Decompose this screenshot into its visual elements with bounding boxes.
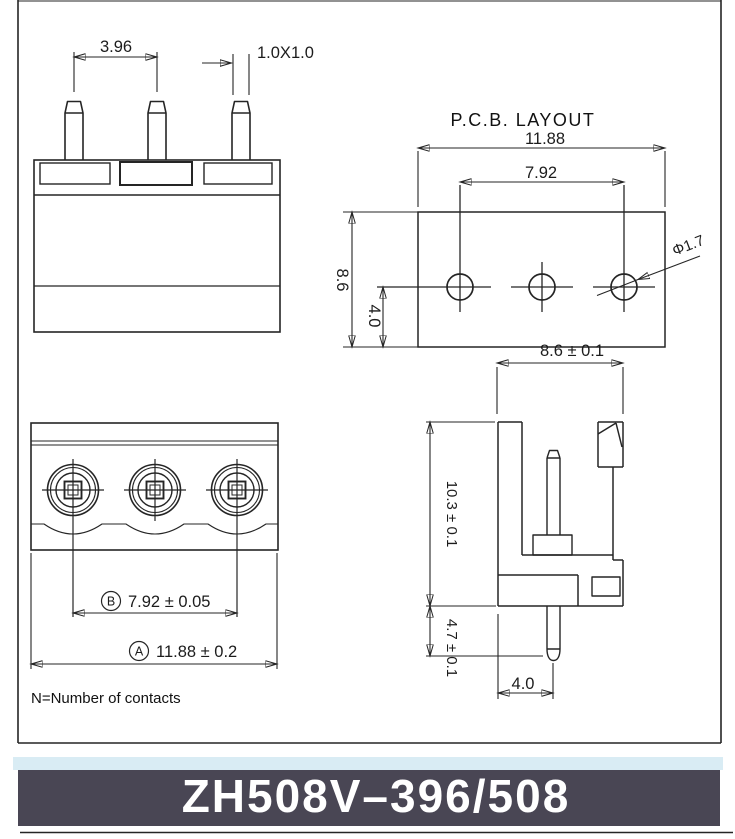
- dim-pin-size: [202, 54, 249, 95]
- model-number: ZH508V–396/508: [181, 770, 571, 822]
- dim-hole-dia-label: Φ1.7: [670, 231, 707, 260]
- pcb-layout-title: P.C.B. LAYOUT: [450, 110, 596, 130]
- dim-hole-pitch-label: 7.92: [524, 164, 558, 182]
- dim-side-width-label: 8.6 ± 0.1: [539, 342, 605, 360]
- dim-pin-length-label: 4.7 ± 0.1: [443, 618, 460, 678]
- front-view-body: [34, 160, 280, 332]
- datum-b-label: B: [106, 594, 116, 609]
- contacts-note: N=Number of contacts: [31, 690, 181, 707]
- datum-a-label: A: [134, 644, 144, 659]
- dim-total-width-label: 11.88 ± 0.2: [156, 643, 238, 661]
- footer: [13, 757, 733, 833]
- side-view: [426, 342, 623, 699]
- dim-pcb-width-label: 11.88: [524, 130, 566, 148]
- dim-pin-size-label: 1.0X1.0: [257, 44, 314, 62]
- top-view: [31, 423, 278, 707]
- hole-dia-leader: [597, 256, 700, 296]
- front-view-pins: [65, 102, 250, 161]
- dim-side-height-label: 10.3 ± 0.1: [443, 480, 460, 548]
- page-frame: [18, 0, 721, 743]
- pcb-layout-view: [333, 110, 707, 347]
- dim-side-width: [497, 363, 623, 414]
- dim-pin-pitch-label: 3.96: [99, 38, 133, 56]
- dim-pcb-height-label: 8.6: [333, 268, 351, 292]
- dim-total-width: [31, 553, 277, 669]
- footer-accent-strip: [13, 757, 723, 770]
- side-view-body: [498, 422, 623, 661]
- dim-pin-pitch: [74, 52, 157, 92]
- front-view: [34, 38, 314, 332]
- dim-contact-pitch-label: 7.92 ± 0.05: [128, 593, 211, 611]
- dim-side-height: [426, 422, 496, 606]
- dim-hole-offset-label: 4.0: [365, 304, 383, 328]
- dim-pin-position-label: 4.0: [511, 675, 535, 693]
